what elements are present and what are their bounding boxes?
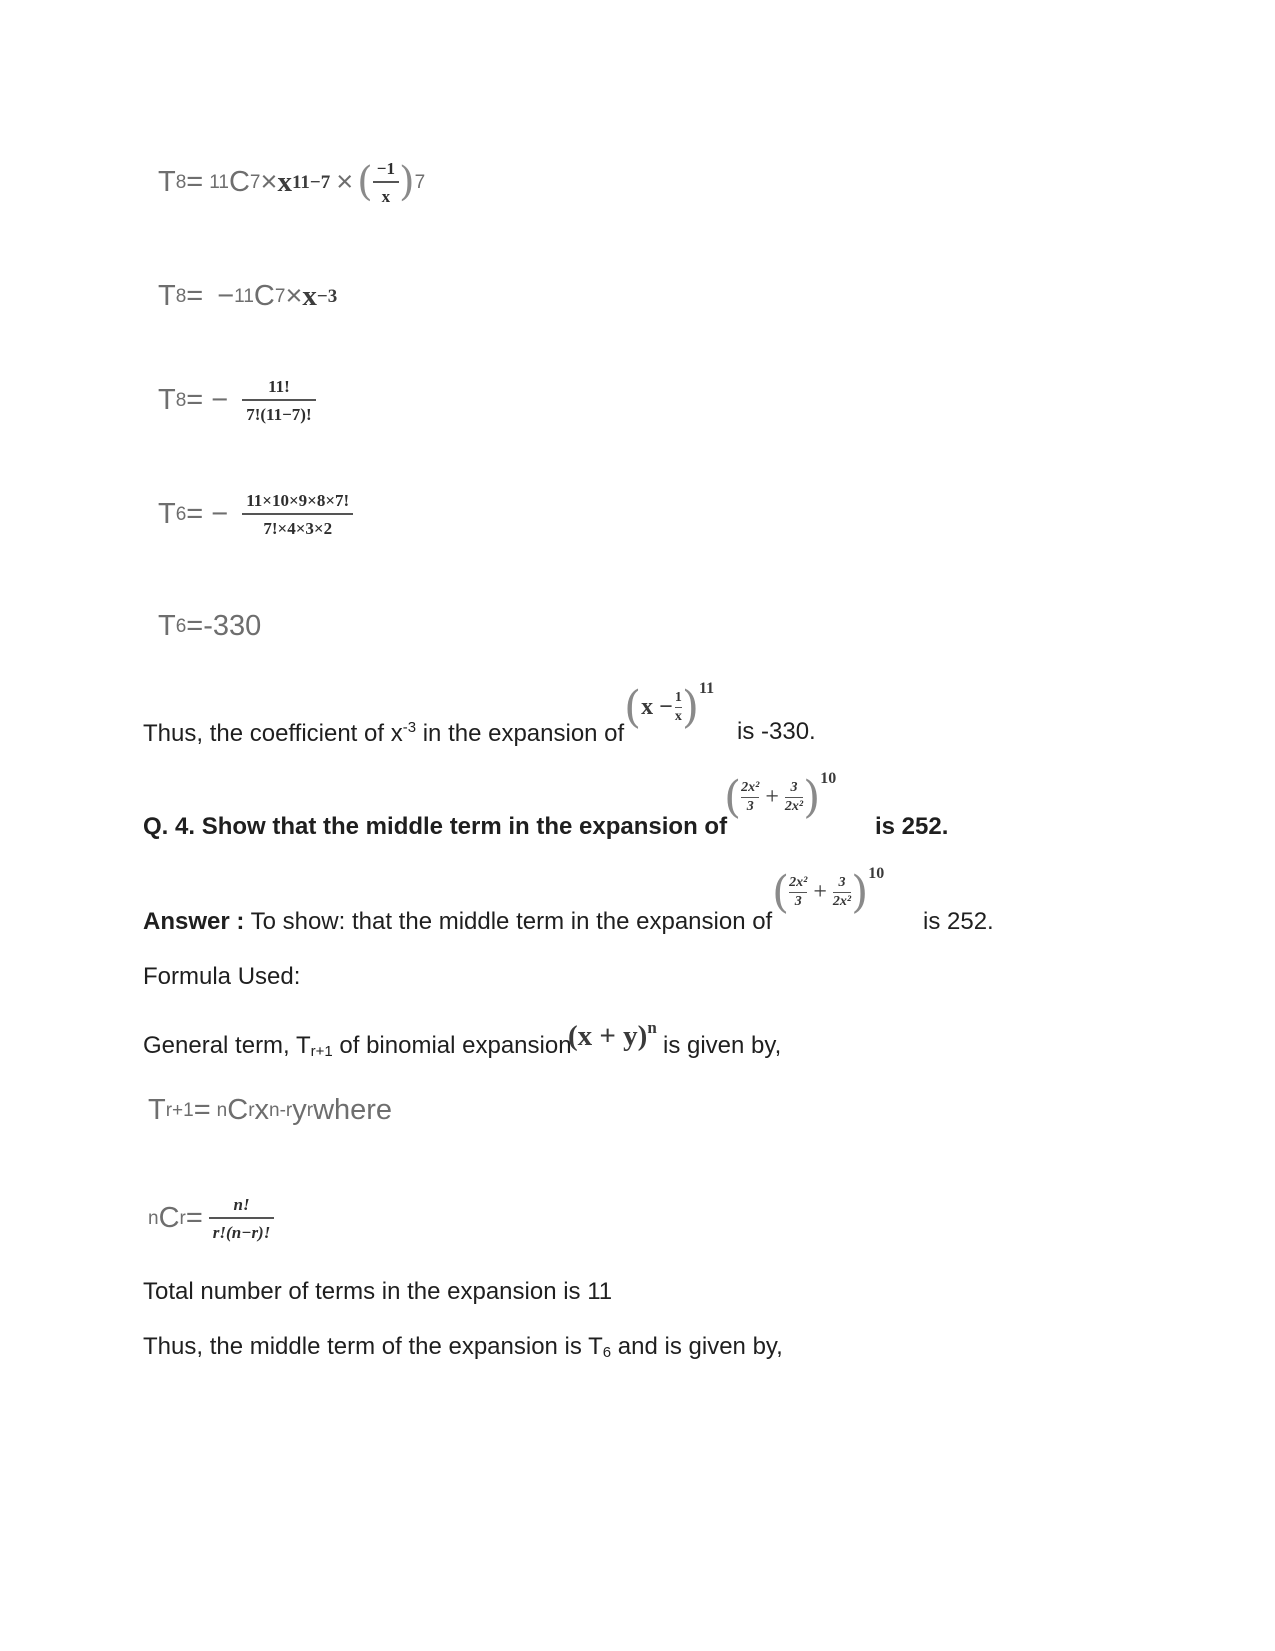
question-expression: ( 2x² 3 + 3 2x² ) 10 bbox=[724, 770, 837, 823]
general-term-given-by: is given by, bbox=[663, 1032, 782, 1059]
answer-result: is 252. bbox=[923, 908, 994, 935]
equation-combination: n C r = $\frac{n!}{r!(n-r)!}$ bbox=[148, 1196, 274, 1241]
total-terms-text: Total number of terms in the expansion is 11 bbox=[143, 1278, 613, 1305]
conclusion-result: is -330. bbox=[737, 718, 816, 745]
expression-x-plus-y-power-n: $(x + y)^n$ bbox=[568, 1018, 657, 1052]
formula-used-heading: Formula Used: bbox=[143, 963, 301, 990]
equation-t8-expansion: T 8 = 11 C 7 × x 11−7 × ( $\frac{-1}{x}$ ) 7 bbox=[158, 159, 426, 206]
answer-expression: ( 2x² 3 + 3 2x² ) 10 bbox=[772, 865, 885, 918]
conclusion-text: Thus, the coefficient of $x^{-3}$ in the expansion of bbox=[143, 719, 625, 747]
equation-t8-negative: T 8 = − 11 C 7 × x −3 bbox=[158, 280, 338, 312]
general-term-text: General term, $T_{r+1}$ of binomial expansion bbox=[143, 1032, 572, 1060]
question-4-result: is 252. bbox=[875, 813, 949, 840]
equation-general-term: T r+1 = n C r x n-r y r where bbox=[148, 1094, 393, 1126]
answer-label: Answer : bbox=[143, 908, 245, 935]
equation-t6-result: T 6 =-330 bbox=[158, 610, 262, 642]
answer-text: Answer : To show: that the middle term in the expansion of bbox=[143, 908, 773, 935]
middle-term-text: Thus, the middle term of the expansion is $T_6$ and is given by, bbox=[143, 1333, 783, 1361]
equation-t6-product: T 6 = − $\frac{11\times 10\times 9\times 8\times 7!}{7!\times 4\times 3\times 2}$ bbox=[158, 492, 353, 537]
expression-x-minus-1-over-x: ( x − 1 x ) 11 bbox=[624, 680, 715, 733]
question-4-text: Q. 4. Show that the middle term in the expansion of bbox=[143, 813, 728, 840]
equation-t8-factorial: T 8 = − $\frac{11!}{7!(11-7)!}$ bbox=[158, 378, 316, 423]
